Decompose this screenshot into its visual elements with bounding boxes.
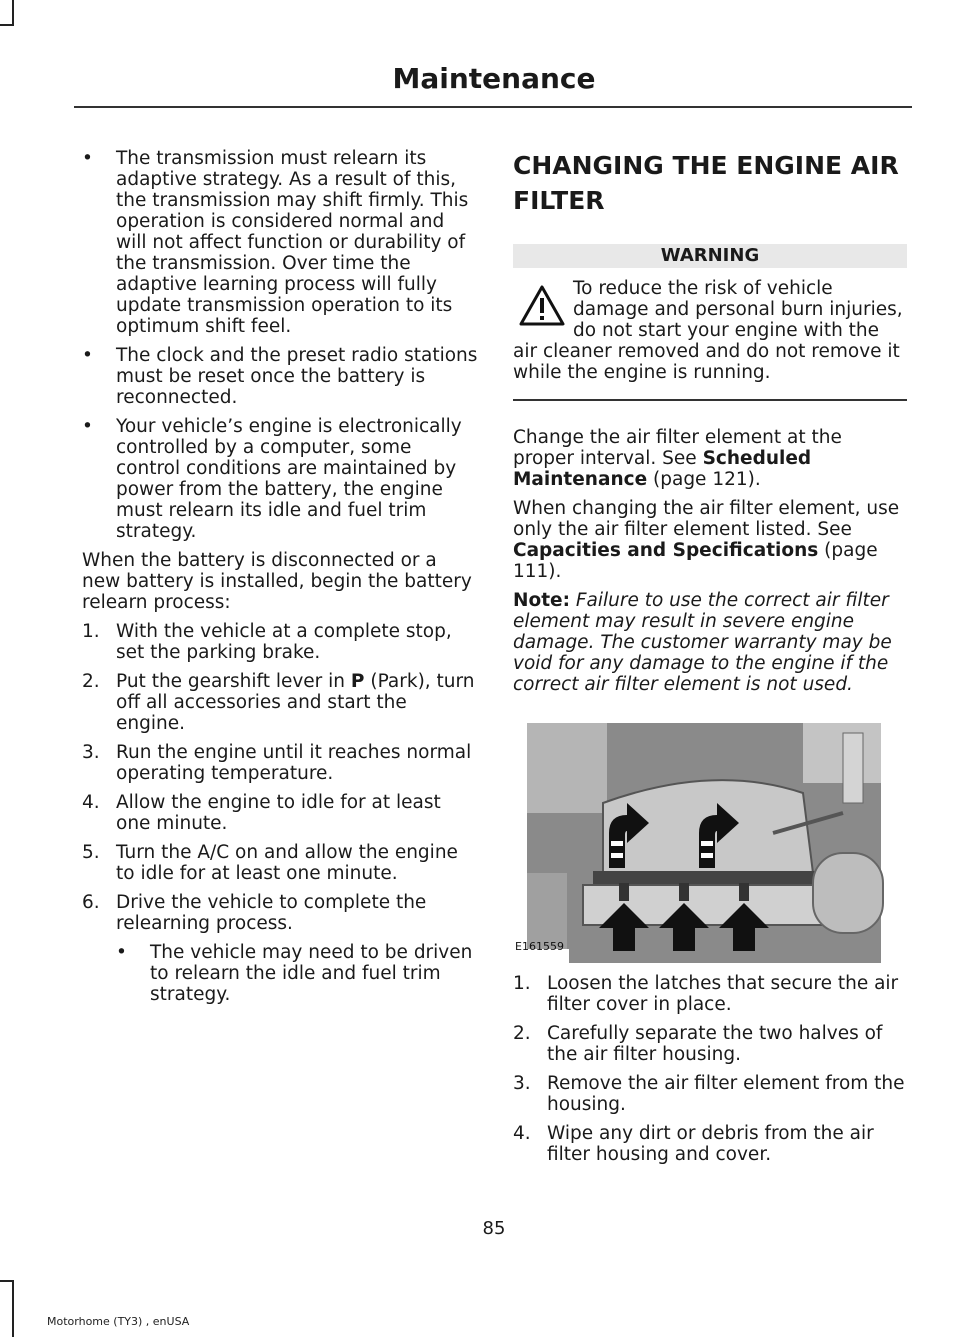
list-item-text: Your vehicle’s engine is electronically controlled by a computer, some control conditions are maintained by power from the battery, the engine must relearn its idle and fuel trim strategy. — [116, 416, 462, 542]
left-column — [82, 148, 478, 1013]
note-label: Note: — [513, 590, 570, 611]
figure-label: E161559 — [515, 940, 564, 953]
air-filter-illustration — [513, 723, 903, 963]
step-item — [513, 1073, 907, 1115]
bullet-marker: • — [82, 345, 93, 366]
step-number: 4. — [513, 1123, 531, 1144]
list-item-text: The vehicle may need to be driven to relearn the idle and fuel trim strategy. — [150, 942, 473, 1005]
step-item — [513, 1023, 907, 1065]
step-item — [82, 792, 478, 834]
list-item — [82, 148, 478, 337]
step-item — [513, 973, 907, 1015]
warning-text: To reduce the risk of vehicle damage and personal burn injuries, do not start your engine with the air cleaner removed and do not remove it while the engine is running. — [513, 278, 903, 383]
step-text: Drive the vehicle to complete the relearning process. — [116, 892, 427, 934]
cross-reference: Scheduled Maintenance — [513, 448, 812, 490]
list-item — [82, 416, 478, 542]
step-text: Run the engine until it reaches normal operating temperature. — [116, 742, 472, 784]
step-text: (Park), turn off all accessories and start the engine. — [116, 671, 475, 734]
crop-mark — [0, 1280, 14, 1282]
list-item-text: The clock and the preset radio stations must be reset once the battery is reconnected. — [116, 345, 478, 408]
bullet-marker: • — [82, 416, 93, 437]
step-number: 5. — [82, 842, 100, 863]
step-text: Carefully separate the two halves of the air filter housing. — [547, 1023, 883, 1065]
page-title: Maintenance — [392, 62, 596, 95]
sub-list-item — [82, 942, 478, 1005]
air-filter-figure — [513, 723, 903, 963]
step-item — [82, 892, 478, 934]
cross-reference: Capacities and Specifications — [513, 540, 819, 561]
right-column — [513, 148, 907, 1173]
list-item — [82, 345, 478, 408]
page-number: 85 — [482, 1218, 506, 1239]
step-item — [82, 742, 478, 784]
step-item — [82, 621, 478, 663]
paragraph: Change the air filter element at the proper interval. See Scheduled Maintenance (page 121). — [513, 427, 842, 490]
step-number: 1. — [513, 973, 531, 994]
step-number: 3. — [513, 1073, 531, 1094]
step-text: Wipe any dirt or debris from the air filter housing and cover. — [547, 1123, 874, 1165]
step-number: 6. — [82, 892, 100, 913]
list-item-text: The transmission must relearn its adaptive strategy. As a result of this, the transmission may shift firmly. This operation is considered normal and will not affect function or durability of the transmission. Over time the adaptive learning process will fully update transmission operation to its optimum shift feel. — [116, 148, 469, 337]
gear-letter: P — [350, 671, 365, 692]
warning-divider — [513, 399, 907, 401]
header-divider — [74, 106, 912, 108]
step-item — [82, 671, 478, 734]
step-number: 2. — [513, 1023, 531, 1044]
step-item — [513, 1123, 907, 1165]
step-number: 4. — [82, 792, 100, 813]
crop-mark — [12, 1280, 14, 1337]
step-number: 1. — [82, 621, 100, 642]
step-text: Turn the A/C on and allow the engine to idle for at least one minute. — [116, 842, 458, 884]
step-text: With the vehicle at a complete stop, set the parking brake. — [116, 621, 452, 663]
warning-box — [513, 278, 907, 383]
bullet-marker: • — [82, 148, 93, 169]
paragraph: When changing the air filter element, use only the air filter element listed. See Capacities and Specifications (page 111). — [513, 498, 900, 582]
step-text: Loosen the latches that secure the air filter cover in place. — [547, 973, 899, 1015]
crop-mark — [0, 24, 14, 26]
step-number: 2. — [82, 671, 100, 692]
step-text: Put the gearshift lever in — [116, 671, 351, 692]
step-text: Remove the air filter element from the housing. — [547, 1073, 905, 1115]
warning-label: WARNING — [513, 244, 907, 268]
step-number: 3. — [82, 742, 100, 763]
step-item — [82, 842, 478, 884]
note-paragraph — [513, 590, 907, 695]
note-text: Failure to use the correct air filter element may result in severe engine damage. The customer warranty may be void for any damage to the engine if the correct air filter element is not used. — [513, 590, 892, 695]
bullet-marker: • — [116, 942, 127, 963]
intro-paragraph: When the battery is disconnected or a new battery is installed, begin the battery relearn process: — [82, 550, 472, 613]
section-heading: CHANGING THE ENGINE AIR FILTER — [513, 151, 899, 215]
step-text: Allow the engine to idle for at least one minute. — [116, 792, 441, 834]
footer-text: Motorhome (TY3) , enUSA — [47, 1315, 190, 1328]
crop-mark — [12, 0, 14, 24]
warning-triangle-icon — [519, 284, 565, 326]
